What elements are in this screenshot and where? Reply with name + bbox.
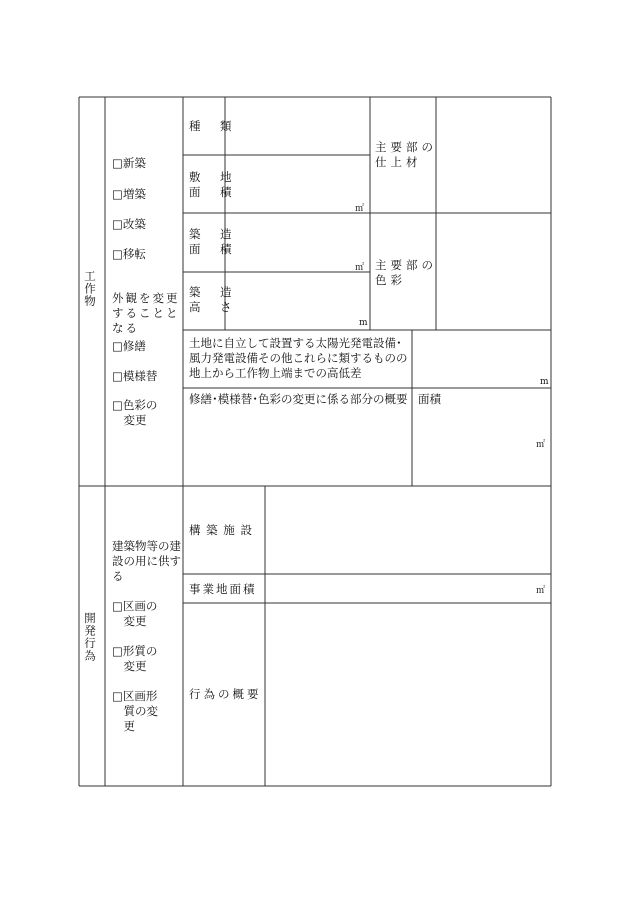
site-area-unit: ㎡ bbox=[355, 204, 365, 214]
main-color-label: 主要部の 色彩 bbox=[375, 258, 437, 287]
checkbox-division-form-change[interactable]: □区画形 質の変 更 bbox=[112, 689, 158, 733]
development-section-title: 開発行為 bbox=[83, 612, 97, 662]
solar-height-label: 土地に自立して設置する太陽光発電設備･風力発電設備その他これらに類するものの地上から工作物上端までの高低差 bbox=[189, 336, 408, 380]
height-field[interactable] bbox=[226, 273, 369, 329]
facility-field[interactable] bbox=[266, 487, 550, 573]
site-area-label: 敷 地 面 積 bbox=[189, 170, 236, 199]
main-color-field[interactable] bbox=[437, 214, 550, 329]
action-summary-field[interactable] bbox=[266, 604, 550, 785]
checkbox-land-form-change[interactable]: □形質の 変更 bbox=[112, 644, 158, 673]
height-unit: m bbox=[359, 318, 368, 328]
structure-section-title: 工作物 bbox=[83, 270, 97, 308]
height-label: 築 造 高 さ bbox=[189, 285, 236, 314]
solar-height-unit: m bbox=[540, 377, 549, 387]
checkbox-reconstruction[interactable]: □改築 bbox=[112, 217, 146, 231]
checkbox-new-construction[interactable]: □新築 bbox=[112, 156, 146, 170]
checkbox-extension[interactable]: □増築 bbox=[112, 187, 146, 201]
repair-area-label: 面積 bbox=[418, 392, 441, 406]
appearance-change-heading: 外観を変更することとなる bbox=[112, 291, 180, 335]
kind-field[interactable] bbox=[226, 98, 369, 154]
development-heading: 建築物等の建設の用に供する bbox=[112, 539, 181, 583]
repair-summary-label: 修繕･模様替･色彩の変更に係る部分の概要 bbox=[189, 392, 408, 406]
project-area-unit: ㎡ bbox=[536, 586, 546, 596]
repair-summary-field[interactable] bbox=[184, 420, 411, 485]
checkbox-relocation[interactable]: □移転 bbox=[112, 247, 146, 261]
repair-area-field[interactable] bbox=[413, 408, 550, 485]
checkbox-division-change[interactable]: □区画の 変更 bbox=[112, 599, 158, 628]
building-area-unit: ㎡ bbox=[355, 263, 365, 273]
building-area-label: 築 造 面 積 bbox=[189, 227, 236, 256]
site-area-field[interactable] bbox=[226, 156, 369, 212]
checkbox-remodel[interactable]: □模様替 bbox=[112, 369, 158, 383]
building-area-field[interactable] bbox=[226, 214, 369, 271]
checkbox-repair[interactable]: □修繕 bbox=[112, 339, 146, 353]
kind-label: 種 類 bbox=[189, 119, 236, 133]
checkbox-color-change[interactable]: □色彩の 変更 bbox=[112, 398, 158, 427]
action-summary-label: 行為の概要 bbox=[189, 687, 262, 701]
project-area-field[interactable] bbox=[266, 575, 550, 602]
solar-height-field[interactable] bbox=[413, 331, 550, 387]
facility-label: 構 築 施 設 bbox=[189, 523, 253, 537]
finish-material-field[interactable] bbox=[437, 98, 550, 212]
project-area-label: 事業地面積 bbox=[189, 582, 257, 596]
finish-material-label: 主要部の 仕上材 bbox=[375, 140, 437, 169]
repair-area-unit: ㎡ bbox=[536, 440, 546, 450]
